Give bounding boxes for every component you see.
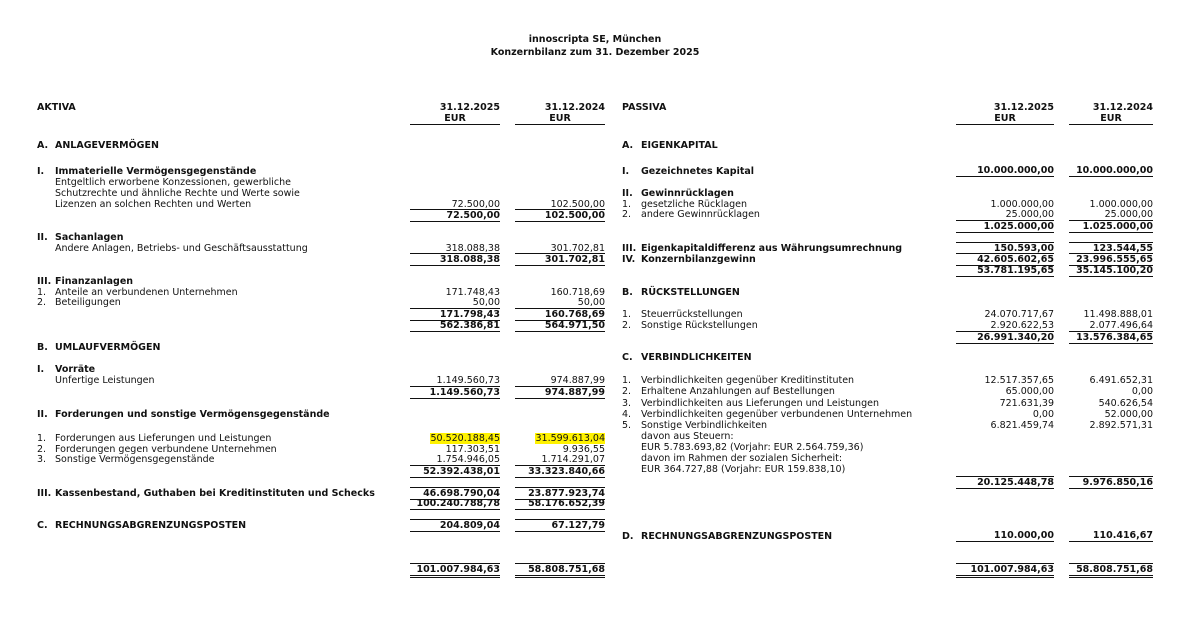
passiva-c-item-value-2025: 12.517.357,65 [984, 375, 1054, 386]
aktiva-c-value-2024: 67.127,79 [515, 519, 605, 532]
passiva-a3-value-2024: 123.544,55 [1069, 242, 1153, 254]
passiva-c-item-value-2024: 0,00 [1131, 386, 1153, 397]
aktiva-b2-item-value-2025: 1.754.946,05 [436, 454, 500, 465]
passiva-a1-title: Gezeichnetes Kapital [641, 166, 755, 177]
aktiva-b-title: UMLAUFVERMÖGEN [55, 342, 161, 353]
document-title: Konzernbilanz zum 31. Dezember 2025 [490, 47, 700, 58]
aktiva-a3-title: Finanzanlagen [55, 276, 134, 287]
aktiva-a2-sum-2024: 301.702,81 [515, 253, 605, 266]
passiva-b-item-num: 1. [622, 309, 632, 320]
aktiva-a2-desc: Andere Anlagen, Betriebs- und Geschäftsausstattung [55, 243, 308, 254]
aktiva-b2-item-text: Forderungen aus Lieferungen und Leistungen [55, 433, 272, 444]
aktiva-c-label: C. [37, 520, 48, 531]
aktiva-a-label: A. [37, 140, 49, 151]
aktiva-b2-item-text: Forderungen gegen verbundene Unternehmen [55, 444, 277, 455]
passiva-c-note: davon aus Steuern: [641, 431, 734, 442]
passiva-c-item-num: 2. [622, 386, 632, 397]
aktiva-b1-value-2024: 974.887,99 [550, 375, 605, 386]
aktiva-b1-sum-2025: 1.149.560,73 [410, 386, 500, 399]
aktiva-a3-sum-2024: 160.768,69 [515, 308, 605, 321]
passiva-c-item-num: 3. [622, 398, 632, 409]
passiva-a2-item-value-2025: 25.000,00 [1005, 209, 1054, 220]
passiva-c-item-value-2024: 6.491.652,31 [1089, 375, 1153, 386]
aktiva-b2-item-value-2024-highlighted: 31.599.613,04 [535, 433, 605, 444]
aktiva-b2-item-text: Sonstige Vermögensgegenstände [55, 454, 215, 465]
passiva-a3-title: Eigenkapitaldifferenz aus Währungsumrechnung [641, 243, 903, 254]
passiva-a4-value-2024: 23.996.555,65 [1069, 253, 1153, 266]
aktiva-a3-item-num: 1. [37, 287, 47, 298]
passiva-a2-item-num: 2. [622, 209, 632, 220]
passiva-a2-sum-2025: 1.025.000,00 [956, 220, 1054, 233]
passiva-c-item-text: Erhaltene Anzahlungen auf Bestellungen [641, 386, 835, 397]
passiva-b-item-text: Steuerrückstellungen [641, 309, 743, 320]
aktiva-b2-item-num: 2. [37, 444, 47, 455]
aktiva-c-title: RECHNUNGSABGRENZUNGSPOSTEN [55, 520, 247, 531]
aktiva-b2-item-num: 3. [37, 454, 47, 465]
passiva-a3-value-2025: 150.593,00 [956, 242, 1054, 254]
aktiva-col2-date: 31.12.2024 [544, 102, 605, 113]
aktiva-a3-label: III. [37, 276, 52, 287]
passiva-c-item-value-2024: 540.626,54 [1098, 398, 1153, 409]
aktiva-a1-sum-2025: 72.500,00 [410, 209, 500, 222]
aktiva-a1-desc1: Entgeltlich erworbene Konzessionen, gewerbliche [55, 177, 292, 188]
passiva-b-item-num: 2. [622, 320, 632, 331]
aktiva-a1-desc3: Lizenzen an solchen Rechten und Werten [55, 199, 252, 210]
aktiva-a3-item-value-2024: 160.718,69 [550, 287, 605, 298]
passiva-a-label: A. [622, 140, 634, 151]
aktiva-b2-item-value-2025: 117.303,51 [445, 444, 500, 455]
passiva-b-sum-2024: 13.576.384,65 [1069, 331, 1153, 344]
aktiva-b2-sum-2024: 33.323.840,66 [515, 465, 605, 478]
passiva-a-total-2024: 35.145.100,20 [1069, 265, 1153, 277]
passiva-b-label: B. [622, 287, 633, 298]
aktiva-b1-label: I. [37, 364, 45, 375]
passiva-a4-label: IV. [622, 254, 636, 265]
aktiva-total-2024: 58.808.751,68 [515, 563, 605, 578]
company-name: innoscripta SE, München [528, 34, 662, 45]
passiva-a2-item-value-2024: 25.000,00 [1104, 209, 1153, 220]
aktiva-a1-label: I. [37, 166, 45, 177]
passiva-total-2024: 58.808.751,68 [1069, 563, 1153, 578]
aktiva-a-title: ANLAGEVERMÖGEN [55, 140, 159, 151]
aktiva-b-total-2024: 58.176.652,39 [515, 498, 605, 510]
passiva-b-item-value-2024: 11.498.888,01 [1083, 309, 1153, 320]
passiva-col1-currency: EUR [956, 113, 1054, 125]
passiva-c-item-num: 5. [622, 420, 632, 431]
aktiva-b2-title: Forderungen und sonstige Vermögensgegenstände [55, 409, 330, 420]
aktiva-a1-desc2: Schutzrechte und ähnliche Rechte und Werte sowie [55, 188, 300, 199]
passiva-a-total-2025: 53.781.195,65 [956, 265, 1054, 277]
passiva-col1-date: 31.12.2025 [993, 102, 1054, 113]
passiva-c-item-text: Verbindlichkeiten aus Lieferungen und Leistungen [641, 398, 879, 409]
aktiva-a3-item-text: Beteiligungen [55, 297, 121, 308]
aktiva-b2-sum-2025: 52.392.438,01 [410, 465, 500, 478]
passiva-a2-item-value-2024: 1.000.000,00 [1089, 199, 1153, 210]
aktiva-a-total-2025: 562.386,81 [410, 320, 500, 332]
aktiva-a3-item-value-2025: 50,00 [472, 297, 500, 308]
aktiva-a2-value-2024: 301.702,81 [550, 243, 605, 254]
passiva-d-label: D. [622, 531, 634, 542]
passiva-c-item-text: Verbindlichkeiten gegenüber Kreditinstituten [641, 375, 855, 386]
aktiva-a1-value-2024: 102.500,00 [550, 199, 605, 210]
passiva-a2-item-num: 1. [622, 199, 632, 210]
aktiva-a3-sum-2025: 171.798,43 [410, 308, 500, 321]
passiva-a2-item-text: gesetzliche Rücklagen [641, 199, 748, 210]
aktiva-b2-item-num: 1. [37, 433, 47, 444]
aktiva-a2-value-2025: 318.088,38 [445, 243, 500, 254]
passiva-c-note: davon im Rahmen der sozialen Sicherheit: [641, 453, 843, 464]
aktiva-a1-title: Immaterielle Vermögensgegenstände [55, 166, 257, 177]
aktiva-a3-item-text: Anteile an verbundenen Unternehmen [55, 287, 238, 298]
aktiva-b3-value-2024: 23.877.923,74 [515, 487, 605, 500]
passiva-a1-value-2024: 10.000.000,00 [1069, 165, 1153, 177]
passiva-c-item-value-2025: 65.000,00 [1005, 386, 1054, 397]
passiva-c-item-num: 1. [622, 375, 632, 386]
aktiva-a3-item-value-2024: 50,00 [577, 297, 605, 308]
aktiva-b2-label: II. [37, 409, 48, 420]
aktiva-b-total-2025: 100.240.788,78 [410, 498, 500, 510]
passiva-b-item-value-2025: 24.070.717,67 [984, 309, 1054, 320]
passiva-a2-label: II. [622, 188, 633, 199]
passiva-b-item-value-2024: 2.077.496,64 [1089, 320, 1153, 331]
aktiva-col2-currency: EUR [515, 113, 605, 125]
passiva-a3-label: III. [622, 243, 637, 254]
passiva-c-note: EUR 364.727,88 (Vorjahr: EUR 159.838,10) [641, 464, 846, 475]
aktiva-b3-label: III. [37, 488, 52, 499]
aktiva-a2-label: II. [37, 232, 48, 243]
passiva-a1-value-2025: 10.000.000,00 [956, 165, 1054, 177]
passiva-c-item-value-2025: 6.821.459,74 [990, 420, 1054, 431]
aktiva-b1-desc: Unfertige Leistungen [55, 375, 155, 386]
aktiva-b3-title: Kassenbestand, Guthaben bei Kreditinstituten und Schecks [55, 488, 375, 499]
aktiva-a1-sum-2024: 102.500,00 [515, 209, 605, 222]
passiva-a4-value-2025: 42.605.602,65 [956, 253, 1054, 266]
passiva-a2-item-text: andere Gewinnrücklagen [641, 209, 760, 220]
passiva-col2-currency: EUR [1069, 113, 1153, 125]
aktiva-b3-value-2025: 46.698.790,04 [410, 487, 500, 500]
passiva-heading: PASSIVA [622, 102, 667, 113]
aktiva-c-value-2025: 204.809,04 [410, 519, 500, 532]
passiva-b-item-value-2025: 2.920.622,53 [990, 320, 1054, 331]
passiva-c-note: EUR 5.783.693,82 (Vorjahr: EUR 2.564.759,36) [641, 442, 864, 453]
passiva-c-title: VERBINDLICHKEITEN [641, 352, 752, 363]
aktiva-a1-value-2025: 72.500,00 [451, 199, 500, 210]
passiva-c-sum-2025: 20.125.448,78 [956, 476, 1054, 489]
passiva-b-item-text: Sonstige Rückstellungen [641, 320, 758, 331]
passiva-d-title: RECHNUNGSABGRENZUNGSPOSTEN [641, 531, 833, 542]
aktiva-b1-sum-2024: 974.887,99 [515, 386, 605, 399]
aktiva-a-total-2024: 564.971,50 [515, 320, 605, 332]
passiva-col2-date: 31.12.2024 [1092, 102, 1153, 113]
passiva-a-title: EIGENKAPITAL [641, 140, 718, 151]
passiva-d-value-2025: 110.000,00 [956, 530, 1054, 542]
passiva-c-item-num: 4. [622, 409, 632, 420]
aktiva-heading: AKTIVA [37, 102, 76, 113]
passiva-b-sum-2025: 26.991.340,20 [956, 331, 1054, 344]
aktiva-b-label: B. [37, 342, 48, 353]
passiva-b-title: RÜCKSTELLUNGEN [641, 287, 740, 298]
aktiva-col1-date: 31.12.2025 [439, 102, 500, 113]
passiva-a1-label: I. [622, 166, 630, 177]
aktiva-a3-item-value-2025: 171.748,43 [445, 287, 500, 298]
aktiva-b1-value-2025: 1.149.560,73 [436, 375, 500, 386]
aktiva-b2-item-value-2024: 1.714.291,07 [541, 454, 605, 465]
passiva-c-sum-2024: 9.976.850,16 [1069, 476, 1153, 489]
passiva-a4-title: Konzernbilanzgewinn [641, 254, 756, 265]
passiva-c-item-value-2025: 721.631,39 [999, 398, 1054, 409]
aktiva-b2-item-value-2025-highlighted: 50.520.188,45 [430, 433, 500, 444]
passiva-c-label: C. [622, 352, 633, 363]
passiva-c-item-text: Verbindlichkeiten gegenüber verbundenen Unternehmen [641, 409, 913, 420]
passiva-a2-title: Gewinnrücklagen [641, 188, 734, 199]
passiva-a2-item-value-2025: 1.000.000,00 [990, 199, 1054, 210]
aktiva-a2-title: Sachanlagen [55, 232, 124, 243]
aktiva-a3-item-num: 2. [37, 297, 47, 308]
aktiva-a2-sum-2025: 318.088,38 [410, 253, 500, 266]
passiva-c-item-value-2025: 0,00 [1032, 409, 1054, 420]
aktiva-b2-item-value-2024: 9.936,55 [562, 444, 605, 455]
aktiva-total-2025: 101.007.984,63 [410, 563, 500, 578]
passiva-c-item-text: Sonstige Verbindlichkeiten [641, 420, 768, 431]
passiva-c-item-value-2024: 52.000,00 [1104, 409, 1153, 420]
aktiva-col1-currency: EUR [410, 113, 500, 125]
aktiva-b1-title: Vorräte [55, 364, 96, 375]
passiva-a2-sum-2024: 1.025.000,00 [1069, 220, 1153, 233]
passiva-total-2025: 101.007.984,63 [956, 563, 1054, 578]
passiva-c-item-value-2024: 2.892.571,31 [1089, 420, 1153, 431]
passiva-d-value-2024: 110.416,67 [1069, 530, 1153, 542]
